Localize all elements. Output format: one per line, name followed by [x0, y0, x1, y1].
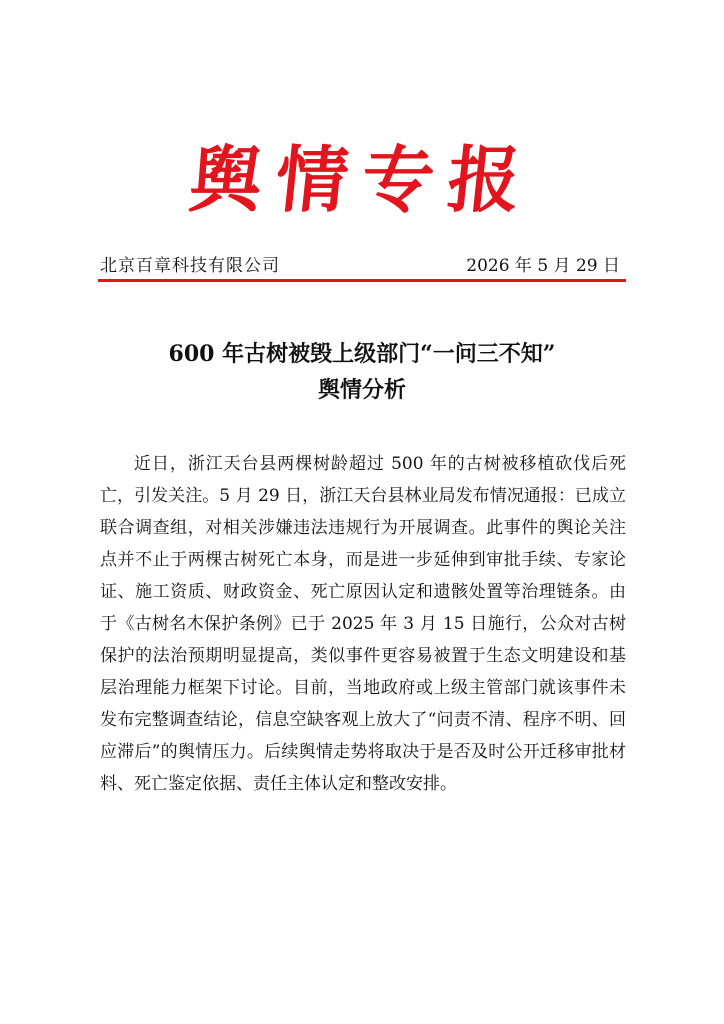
report-title-line-1: 600 年古树被毁上级部门“一问三不知” [168, 341, 556, 367]
report-title-line-2: 舆情分析 [317, 377, 406, 403]
masthead-title: 舆情专报 [185, 137, 539, 222]
report-body: 近日，浙江天台县两棵树龄超过 500 年的古树被移植砍伐后死亡，引发关注。5 月 29 日，浙江天台县林业局发布情况通报：已成立联合调查组，对相关涉嫌违法违规行为开展调查。此事件的舆论关注点并不止于两棵古树死亡本身，而是进一步延伸到审批手续、专家论证、施工资质、财政资金、死亡原因认定和遗骸处置等治理链条。由于《古树名木保护条例》已于 2025 年 3 月 15 日施行，公众对古树保护的法治预期明显提高，类似事件更容易被置于生态文明建设和基层治理能力框架下讨论。目前，当地政府或上级主管部门就该事件未发布完整调查结论，信息空缺客观上放大了“问责不清、程序不明、回应滞后”的舆情压力。后续舆情走势将取决于是否及时公开迁移审批材料、死亡鉴定依据、责任主体认定和整改安排。 [100, 454, 626, 794]
header-divider [98, 279, 626, 282]
issue-date: 2026 年 5 月 29 日 [466, 256, 620, 276]
issuer-name: 北京百章科技有限公司 [100, 256, 280, 276]
report-title [90, 336, 634, 408]
